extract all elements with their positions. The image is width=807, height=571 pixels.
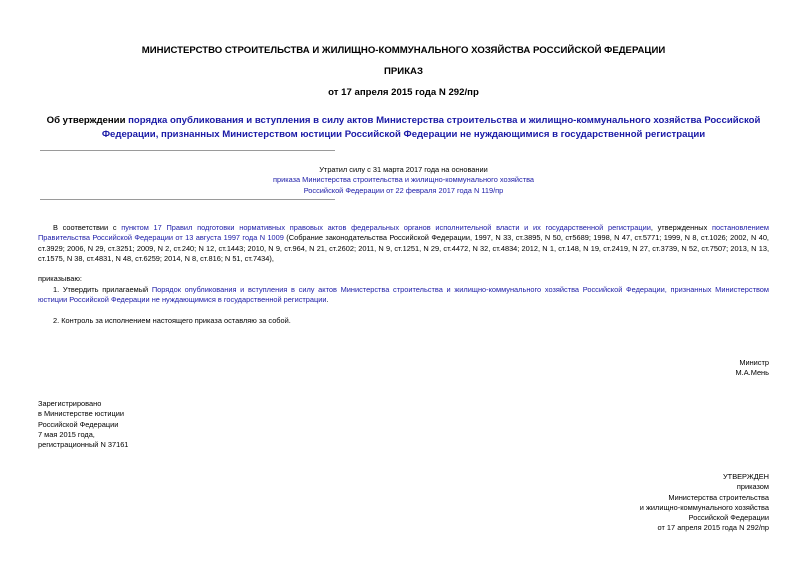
signature-position: Министр <box>739 358 769 367</box>
order-item-1 <box>38 285 769 306</box>
registration-line: 7 мая 2015 года, <box>38 429 95 439</box>
resolution-link[interactable]: постановлением Правительства Российской Федерации от 13 августа 1997 года N 1009 <box>38 223 769 243</box>
document-title <box>38 114 769 141</box>
status-note-link-line2[interactable]: Российской Федерации от 22 февраля 2017 года N 119/пр <box>303 185 504 195</box>
order-word: приказываю: <box>38 274 82 283</box>
rules-link[interactable]: пунктом 17 Правил подготовки нормативных правовых актов федеральных органов исполнительной власти и их государственной регистрации <box>121 223 651 232</box>
order-item-text: 1. Утвердить прилагаемый <box>53 285 152 294</box>
status-note-line: Утратил силу с 31 марта 2017 года на основании <box>319 165 488 174</box>
approved-line: приказом <box>736 482 769 492</box>
registration-line: Зарегистрировано <box>38 399 102 408</box>
approved-line: УТВЕРЖДЕН <box>722 472 769 481</box>
preamble-text: , утвержденных <box>650 223 712 232</box>
ministry-heading: МИНИСТЕРСТВО СТРОИТЕЛЬСТВА И ЖИЛИЩНО-КОММУНАЛЬНОГО ХОЗЯЙСТВА РОССИЙСКОЙ ФЕДЕРАЦИИ <box>141 45 666 56</box>
approved-line: и жилищно-коммунального хозяйства <box>639 502 769 512</box>
title-prefix: Об утверждении <box>46 115 129 126</box>
doc-date-number: от 17 апреля 2015 года N 292/пр <box>328 87 479 98</box>
approved-line: Министерства строительства <box>668 492 769 502</box>
status-note-link-line1[interactable]: приказа Министерства строительства и жилищно-коммунального хозяйства <box>272 175 535 185</box>
title-link[interactable]: порядка опубликования и вступления в силу актов Министерства строительства и жилищно-коммунального хозяйства Российской Федерации, признанных Министерством юстиции Российской Федерации не нуждающимися в государственной регистрации <box>101 115 761 140</box>
preamble-citations: (Собрание законодательства Российской Федерации, 1997, N 33, ст.3895, N 50, ст5689; 1998, N 47, ст.5771; 1999, N 8, ст.1026; 2002, N 40, ст.3929; 2006, N 29, ст.3251; 2009, N 2, ст.240; N 12, ст.1443; 2010, N 9, ст.964, N 21, ст.2602; 2011, N 9, ст.1251, N 29, ст.4472, N 32, ст.4834; 2012, N 1, ст.148, N 19, ст.2419, N 27, ст.3739, N 52, ст.7507; 2013, N 13, ст.1575, N 38, ст.4831, N 48, ст.6259; 2014, N 8, ст.816; N 51, ст.7434), <box>38 233 769 263</box>
divider-top <box>40 150 335 151</box>
signature-block <box>736 358 769 379</box>
preamble-paragraph <box>38 223 769 264</box>
registration-line: в Министерстве юстиции <box>38 409 125 419</box>
order-item-2: 2. Контроль за исполнением настоящего приказа оставляю за собой. <box>53 316 291 325</box>
registration-line: Российской Федерации <box>38 419 119 429</box>
approved-line: Российской Федерации <box>688 513 769 523</box>
order-item-text: . <box>326 295 329 305</box>
approved-line: от 17 апреля 2015 года N 292/пр <box>657 523 769 533</box>
registration-block <box>38 399 128 450</box>
approved-block <box>640 472 769 534</box>
registration-line: регистрационный N 37161 <box>38 440 129 450</box>
doc-type-heading: ПРИКАЗ <box>384 66 423 77</box>
signature-name: М.А.Мень <box>735 368 769 378</box>
status-note <box>0 165 807 196</box>
divider-bottom <box>40 199 335 200</box>
preamble-text: В соответствии с <box>53 223 122 232</box>
procedure-link[interactable]: Порядок опубликования и вступления в силу актов Министерства строительства и жилищно-коммунального хозяйства Российской Федерации, признанных Министерством юстиции Российской Федерации не нуждающимися в государственной регистрации <box>38 285 769 305</box>
